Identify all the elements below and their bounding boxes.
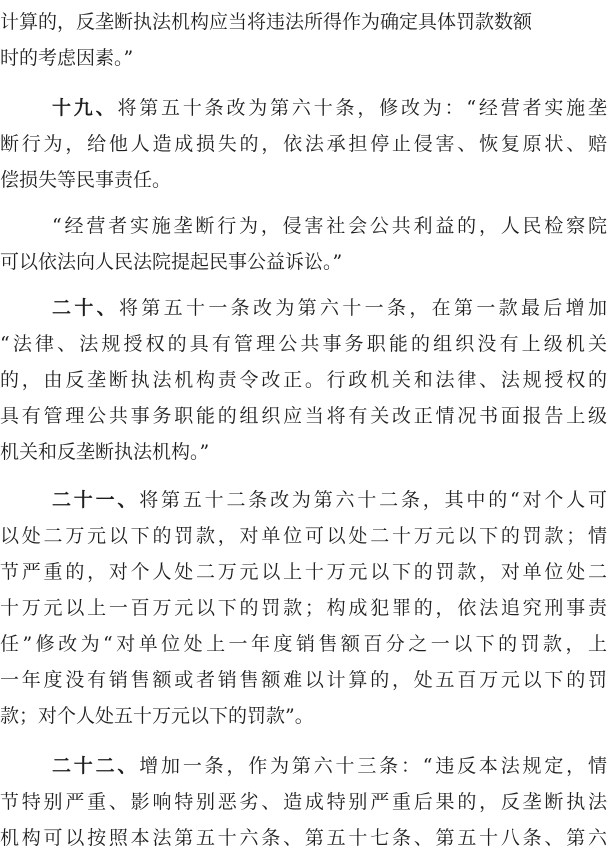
clause-number: 二十、 bbox=[52, 297, 119, 319]
clause-number: 十九、 bbox=[52, 97, 118, 119]
clause-number: 二十一、 bbox=[52, 489, 140, 511]
text-line bbox=[52, 748, 613, 784]
text-line: 节特别严重、影响特别恶劣、造成特别严重后果的，反垄断执法 bbox=[0, 791, 607, 813]
text-line: 机关和反垄断执法机构。” bbox=[0, 441, 210, 463]
text-line: 计算的，反垄断执法机构应当将违法所得作为确定具体罚款数额 bbox=[0, 11, 533, 33]
text-line bbox=[52, 290, 613, 326]
clause-number: 二十二、 bbox=[52, 755, 140, 777]
text-line: 节严重的，对个人处二万元以上十万元以下的罚款，对单位处二 bbox=[0, 561, 607, 583]
text-line: 机构可以按照本法第五十六条、第五十七条、第五十八条、第六 bbox=[0, 827, 607, 849]
text-line: 时的考虑因素。” bbox=[0, 47, 134, 69]
clause-text: 增加一条，作为第六十三条：“违反本法规定，情 bbox=[139, 755, 607, 777]
text-line: “经营者实施垄断行为，侵害社会公共利益的，人民检察院 bbox=[52, 215, 607, 237]
text-line: 的，由反垄断执法机构责令改正。行政机关和法律、法规授权的 bbox=[0, 369, 607, 391]
text-line bbox=[52, 482, 613, 518]
text-line: 款；对个人处五十万元以下的罚款”。 bbox=[0, 705, 314, 727]
text-line: 十万元以上一百万元以下的罚款；构成犯罪的，依法追究刑事责 bbox=[0, 597, 607, 619]
clause-text: 将第五十条改为第六十条，修改为：“经营者实施垄 bbox=[117, 97, 607, 119]
text-line: 具有管理公共事务职能的组织应当将有关改正情况书面报告上级 bbox=[0, 405, 607, 427]
clause-text: 将第五十二条改为第六十二条，其中的“对个人可 bbox=[139, 489, 607, 511]
text-line: 断行为，给他人造成损失的，依法承担停止侵害、恢复原状、赔 bbox=[0, 133, 607, 155]
clause-text: 将第五十一条改为第六十一条，在第一款最后增加 bbox=[119, 297, 607, 319]
text-line: 任”修改为“对单位处上一年度销售额百分之一以下的罚款，上 bbox=[0, 633, 607, 655]
text-line: 偿损失等民事责任。 bbox=[0, 169, 172, 191]
text-line: “法律、法规授权的具有管理公共事务职能的组织没有上级机关 bbox=[0, 333, 607, 355]
text-line: 以处二万元以下的罚款，对单位可以处二十万元以下的罚款；情 bbox=[0, 525, 607, 547]
text-line bbox=[52, 90, 613, 126]
text-line: 可以依法向人民法院提起民事公益诉讼。” bbox=[0, 251, 343, 273]
text-line: 一年度没有销售额或者销售额难以计算的，处五百万元以下的罚 bbox=[0, 669, 607, 691]
